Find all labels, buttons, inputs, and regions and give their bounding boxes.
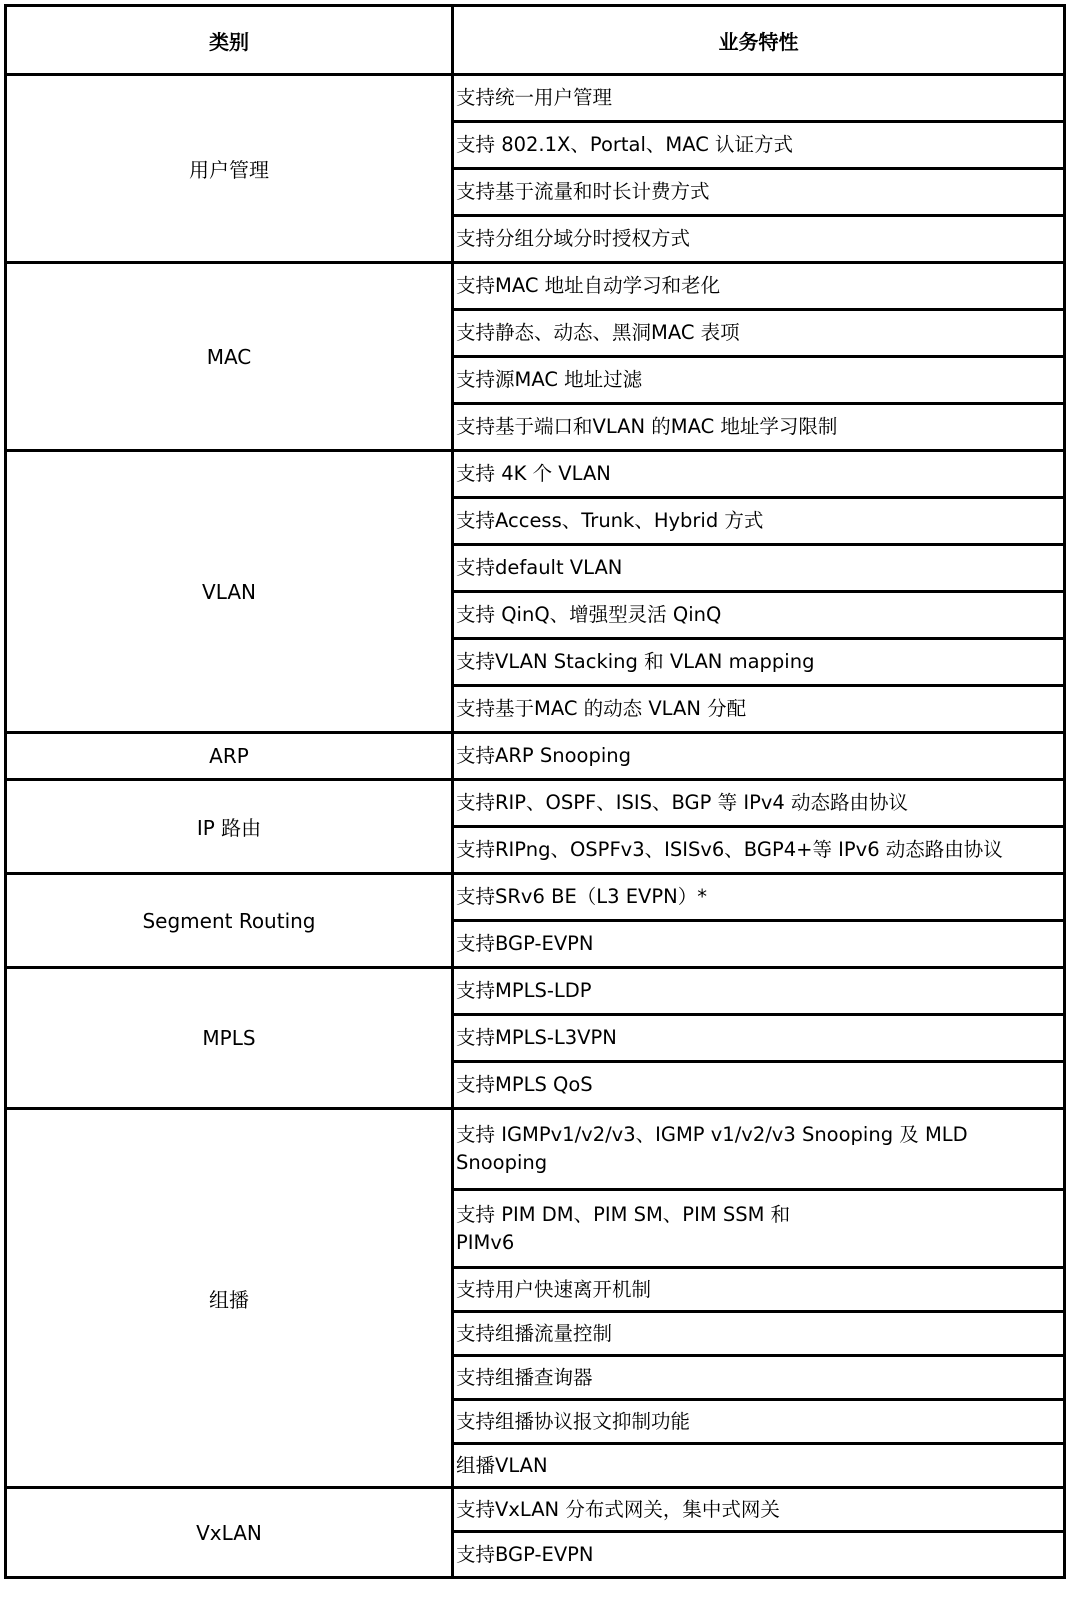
category-cell: Segment Routing (6, 874, 453, 968)
table-row (6, 263, 1065, 310)
feature-cell: 支持静态、动态、黑洞MAC 表项 (453, 310, 1065, 357)
category-cell: VLAN (6, 451, 453, 733)
feature-cell: 支持SRv6 BE（L3 EVPN）* (453, 874, 1065, 921)
category-cell: 组播 (6, 1109, 453, 1488)
feature-cell: 支持统一用户管理 (453, 75, 1065, 122)
category-cell: IP 路由 (6, 780, 453, 874)
feature-cell: 支持组播协议报文抑制功能 (453, 1400, 1065, 1444)
feature-cell: 支持 IGMPv1/v2/v3、IGMP v1/v2/v3 Snooping 及 MLD Snooping (453, 1109, 1065, 1190)
table-row (6, 1488, 1065, 1532)
feature-spec-table (4, 4, 1066, 1579)
feature-cell: 支持RIPng、OSPFv3、ISISv6、BGP4+等 IPv6 动态路由协议 (453, 827, 1065, 874)
category-cell: MPLS (6, 968, 453, 1109)
feature-cell: 支持BGP-EVPN (453, 1532, 1065, 1578)
feature-cell: 支持MPLS-LDP (453, 968, 1065, 1015)
category-cell: VxLAN (6, 1488, 453, 1578)
feature-cell: 支持VLAN Stacking 和 VLAN mapping (453, 639, 1065, 686)
feature-cell: 支持 4K 个 VLAN (453, 451, 1065, 498)
table-row (6, 780, 1065, 827)
feature-cell: 支持组播查询器 (453, 1356, 1065, 1400)
feature-cell: 支持Access、Trunk、Hybrid 方式 (453, 498, 1065, 545)
category-cell: MAC (6, 263, 453, 451)
feature-cell: 支持default VLAN (453, 545, 1065, 592)
feature-cell: 支持基于MAC 的动态 VLAN 分配 (453, 686, 1065, 733)
feature-cell: 支持组播流量控制 (453, 1312, 1065, 1356)
feature-cell: 支持MPLS QoS (453, 1062, 1065, 1109)
feature-cell: 支持VxLAN 分布式网关，集中式网关 (453, 1488, 1065, 1532)
table-row (6, 1109, 1065, 1190)
table-row (6, 968, 1065, 1015)
table-row (6, 451, 1065, 498)
header-feature: 业务特性 (453, 6, 1065, 75)
feature-cell (453, 1190, 1065, 1268)
feature-cell: 组播VLAN (453, 1444, 1065, 1488)
table-header-row (6, 6, 1065, 75)
feature-cell: 支持基于端口和VLAN 的MAC 地址学习限制 (453, 404, 1065, 451)
category-cell: 用户管理 (6, 75, 453, 263)
feature-cell: 支持源MAC 地址过滤 (453, 357, 1065, 404)
feature-cell: 支持ARP Snooping (453, 733, 1065, 780)
category-cell: ARP (6, 733, 453, 780)
feature-cell: 支持 QinQ、增强型灵活 QinQ (453, 592, 1065, 639)
table-row (6, 874, 1065, 921)
feature-cell: 支持MPLS-L3VPN (453, 1015, 1065, 1062)
feature-cell: 支持用户快速离开机制 (453, 1268, 1065, 1312)
header-category: 类别 (6, 6, 453, 75)
feature-cell: 支持分组分域分时授权方式 (453, 216, 1065, 263)
feature-cell: 支持 802.1X、Portal、MAC 认证方式 (453, 122, 1065, 169)
table-row (6, 75, 1065, 122)
feature-text: 支持 PIM DM、PIM SM、PIM SSM 和 PIMv6 (456, 1202, 791, 1254)
feature-cell: 支持MAC 地址自动学习和老化 (453, 263, 1065, 310)
feature-cell: 支持基于流量和时长计费方式 (453, 169, 1065, 216)
feature-cell: 支持RIP、OSPF、ISIS、BGP 等 IPv4 动态路由协议 (453, 780, 1065, 827)
feature-cell: 支持BGP-EVPN (453, 921, 1065, 968)
table-row (6, 733, 1065, 780)
